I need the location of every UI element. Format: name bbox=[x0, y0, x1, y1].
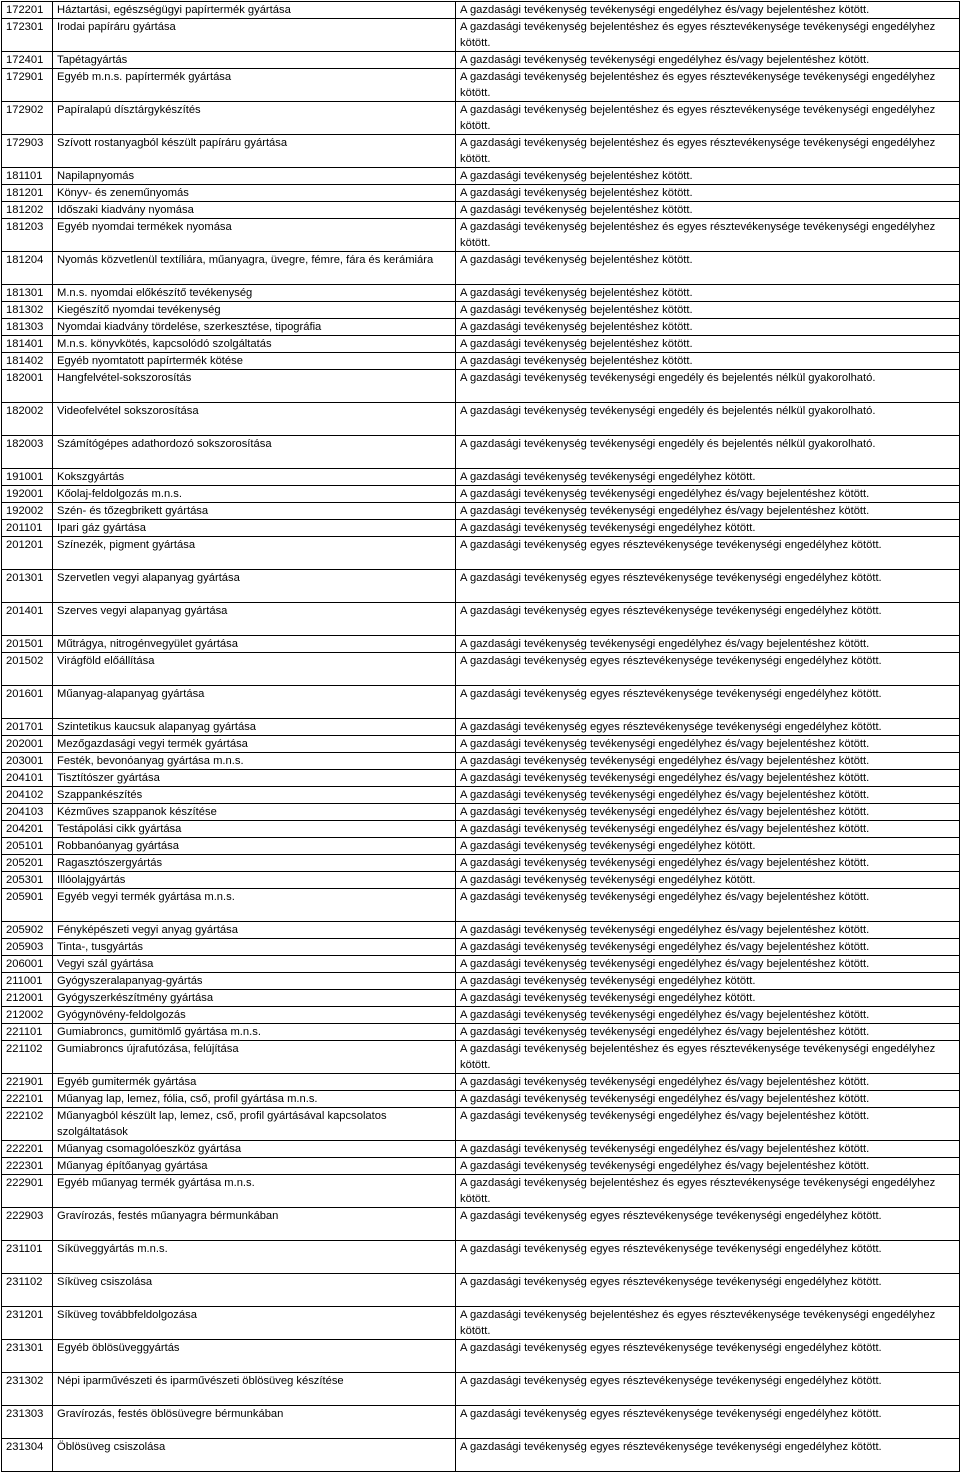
activity-name-cell: Háztartási, egészségügyi papírtermék gyártása bbox=[53, 2, 456, 19]
table-row bbox=[2, 285, 960, 302]
activity-name-cell: Tisztítószer gyártása bbox=[53, 770, 456, 787]
permit-requirement-cell: A gazdasági tevékenység tevékenységi engedélyhez és/vagy bejelentéshez kötött. bbox=[456, 1091, 960, 1108]
activity-code-cell: 222102 bbox=[2, 1108, 53, 1141]
table-row bbox=[2, 486, 960, 503]
activity-code-cell: 201501 bbox=[2, 636, 53, 653]
activity-name-cell: Műtrágya, nitrogénvegyület gyártása bbox=[53, 636, 456, 653]
permit-requirement-cell: A gazdasági tevékenység tevékenységi engedélyhez és/vagy bejelentéshez kötött. bbox=[456, 1108, 960, 1141]
activity-code-cell: 181302 bbox=[2, 302, 53, 319]
table-row bbox=[2, 770, 960, 787]
activity-name-cell: Szervetlen vegyi alapanyag gyártása bbox=[53, 570, 456, 603]
table-row bbox=[2, 1007, 960, 1024]
table-row bbox=[2, 1340, 960, 1373]
activity-name-cell: Robbanóanyag gyártása bbox=[53, 838, 456, 855]
activity-name-cell: Szerves vegyi alapanyag gyártása bbox=[53, 603, 456, 636]
permit-requirement-cell: A gazdasági tevékenység bejelentéshez kötött. bbox=[456, 185, 960, 202]
activity-name-cell: Időszaki kiadvány nyomása bbox=[53, 202, 456, 219]
activity-name-cell: Öblösüveg csiszolása bbox=[53, 1439, 456, 1472]
activity-code-cell: 222201 bbox=[2, 1141, 53, 1158]
activity-code-cell: 181201 bbox=[2, 185, 53, 202]
activity-code-cell: 231302 bbox=[2, 1373, 53, 1406]
activity-name-cell: Papíralapú dísztárgykészítés bbox=[53, 102, 456, 135]
permit-requirement-cell: A gazdasági tevékenység tevékenységi engedélyhez és/vagy bejelentéshez kötött. bbox=[456, 804, 960, 821]
activity-code-cell: 221102 bbox=[2, 1041, 53, 1074]
permit-requirement-cell: A gazdasági tevékenység bejelentéshez és egyes résztevékenysége tevékenységi engedélyhez kötött. bbox=[456, 1175, 960, 1208]
table-row bbox=[2, 370, 960, 403]
table-row bbox=[2, 1307, 960, 1340]
permit-requirement-cell: A gazdasági tevékenység tevékenységi engedélyhez kötött. bbox=[456, 872, 960, 889]
activity-code-cell: 181204 bbox=[2, 252, 53, 285]
permit-requirement-cell: A gazdasági tevékenység bejelentéshez és egyes résztevékenysége tevékenységi engedélyhez kötött. bbox=[456, 1307, 960, 1340]
activity-code-cell: 172401 bbox=[2, 52, 53, 69]
activity-code-cell: 205903 bbox=[2, 939, 53, 956]
activity-code-cell: 204103 bbox=[2, 804, 53, 821]
activity-name-cell: Műanyag lap, lemez, fólia, cső, profil gyártása m.n.s. bbox=[53, 1091, 456, 1108]
activity-code-cell: 181203 bbox=[2, 219, 53, 252]
activity-code-cell: 181202 bbox=[2, 202, 53, 219]
permit-requirement-cell: A gazdasági tevékenység bejelentéshez kötött. bbox=[456, 285, 960, 302]
activity-name-cell: Irodai papíráru gyártása bbox=[53, 19, 456, 52]
table-row bbox=[2, 653, 960, 686]
table-row bbox=[2, 52, 960, 69]
permit-requirement-cell: A gazdasági tevékenység tevékenységi engedélyhez kötött. bbox=[456, 469, 960, 486]
activity-name-cell: Illóolajgyártás bbox=[53, 872, 456, 889]
activity-name-cell: Nyomás közvetlenül textíliára, műanyagra, üvegre, fémre, fára és kerámiára bbox=[53, 252, 456, 285]
activity-code-cell: 181402 bbox=[2, 353, 53, 370]
table-row bbox=[2, 736, 960, 753]
permit-requirement-cell: A gazdasági tevékenység tevékenységi engedély és bejelentés nélkül gyakorolható. bbox=[456, 370, 960, 403]
table-row bbox=[2, 1373, 960, 1406]
table-row bbox=[2, 1274, 960, 1307]
table-row bbox=[2, 2, 960, 19]
table-row bbox=[2, 636, 960, 653]
activity-name-cell: Gyógyszeralapanyag-gyártás bbox=[53, 973, 456, 990]
permit-requirement-cell: A gazdasági tevékenység tevékenységi engedélyhez és/vagy bejelentéshez kötött. bbox=[456, 1074, 960, 1091]
permit-requirement-cell: A gazdasági tevékenység egyes résztevékenysége tevékenységi engedélyhez kötött. bbox=[456, 537, 960, 570]
permit-requirement-cell: A gazdasági tevékenység tevékenységi engedélyhez és/vagy bejelentéshez kötött. bbox=[456, 753, 960, 770]
permit-requirement-cell: A gazdasági tevékenység bejelentéshez és egyes résztevékenysége tevékenységi engedélyhez kötött. bbox=[456, 102, 960, 135]
permit-requirement-cell: A gazdasági tevékenység bejelentéshez kötött. bbox=[456, 252, 960, 285]
permit-requirement-cell: A gazdasági tevékenység egyes résztevékenysége tevékenységi engedélyhez kötött. bbox=[456, 1373, 960, 1406]
permit-requirement-cell: A gazdasági tevékenység tevékenységi engedélyhez és/vagy bejelentéshez kötött. bbox=[456, 503, 960, 520]
table-row bbox=[2, 1175, 960, 1208]
activity-name-cell: Testápolási cikk gyártása bbox=[53, 821, 456, 838]
activity-name-cell: Népi iparművészeti és iparművészeti öblösüveg készítése bbox=[53, 1373, 456, 1406]
activity-code-cell: 201401 bbox=[2, 603, 53, 636]
activity-code-cell: 221101 bbox=[2, 1024, 53, 1041]
activity-table-body bbox=[2, 2, 960, 1472]
permit-requirement-cell: A gazdasági tevékenység tevékenységi engedélyhez és/vagy bejelentéshez kötött. bbox=[456, 1158, 960, 1175]
activity-name-cell: Síküveg továbbfeldolgozása bbox=[53, 1307, 456, 1340]
permit-requirement-cell: A gazdasági tevékenység tevékenységi engedélyhez és/vagy bejelentéshez kötött. bbox=[456, 1007, 960, 1024]
table-row bbox=[2, 1439, 960, 1472]
activity-name-cell: Síküveg csiszolása bbox=[53, 1274, 456, 1307]
activity-name-cell: Egyéb nyomtatott papírtermék kötése bbox=[53, 353, 456, 370]
activity-name-cell: Szén- és tőzegbrikett gyártása bbox=[53, 503, 456, 520]
table-row bbox=[2, 135, 960, 168]
table-row bbox=[2, 69, 960, 102]
activity-code-cell: 231102 bbox=[2, 1274, 53, 1307]
permit-requirement-cell: A gazdasági tevékenység tevékenységi engedélyhez kötött. bbox=[456, 838, 960, 855]
permit-requirement-cell: A gazdasági tevékenység tevékenységi engedély és bejelentés nélkül gyakorolható. bbox=[456, 436, 960, 469]
activity-code-cell: 205301 bbox=[2, 872, 53, 889]
activity-code-cell: 172902 bbox=[2, 102, 53, 135]
permit-requirement-cell: A gazdasági tevékenység tevékenységi engedélyhez és/vagy bejelentéshez kötött. bbox=[456, 2, 960, 19]
table-row bbox=[2, 1158, 960, 1175]
permit-requirement-cell: A gazdasági tevékenység egyes résztevékenysége tevékenységi engedélyhez kötött. bbox=[456, 1241, 960, 1274]
activity-name-cell: Kézműves szappanok készítése bbox=[53, 804, 456, 821]
permit-requirement-cell: A gazdasági tevékenység tevékenységi engedélyhez és/vagy bejelentéshez kötött. bbox=[456, 1141, 960, 1158]
activity-name-cell: Mezőgazdasági vegyi termék gyártása bbox=[53, 736, 456, 753]
activity-name-cell: Tapétagyártás bbox=[53, 52, 456, 69]
permit-requirement-cell: A gazdasági tevékenység egyes résztevékenysége tevékenységi engedélyhez kötött. bbox=[456, 1439, 960, 1472]
activity-code-cell: 204201 bbox=[2, 821, 53, 838]
activity-code-cell: 205902 bbox=[2, 922, 53, 939]
permit-requirement-cell: A gazdasági tevékenység tevékenységi engedélyhez és/vagy bejelentéshez kötött. bbox=[456, 956, 960, 973]
table-row bbox=[2, 889, 960, 922]
permit-requirement-cell: A gazdasági tevékenység egyes résztevékenysége tevékenységi engedélyhez kötött. bbox=[456, 653, 960, 686]
activity-name-cell: Egyéb vegyi termék gyártása m.n.s. bbox=[53, 889, 456, 922]
activity-code-cell: 182001 bbox=[2, 370, 53, 403]
activity-name-cell: Kiegészítő nyomdai tevékenység bbox=[53, 302, 456, 319]
permit-requirement-cell: A gazdasági tevékenység tevékenységi engedélyhez és/vagy bejelentéshez kötött. bbox=[456, 52, 960, 69]
permit-requirement-cell: A gazdasági tevékenység egyes résztevékenysége tevékenységi engedélyhez kötött. bbox=[456, 686, 960, 719]
table-row bbox=[2, 1091, 960, 1108]
activity-code-cell: 201701 bbox=[2, 719, 53, 736]
activity-code-cell: 222101 bbox=[2, 1091, 53, 1108]
activity-name-cell: Egyéb gumitermék gyártása bbox=[53, 1074, 456, 1091]
table-row bbox=[2, 252, 960, 285]
activity-code-cell: 192002 bbox=[2, 503, 53, 520]
table-row bbox=[2, 939, 960, 956]
table-row bbox=[2, 1024, 960, 1041]
permit-requirement-cell: A gazdasági tevékenység bejelentéshez kötött. bbox=[456, 168, 960, 185]
activity-table-sheet bbox=[1, 1, 959, 1453]
permit-requirement-cell: A gazdasági tevékenység bejelentéshez és egyes résztevékenysége tevékenységi engedélyhez kötött. bbox=[456, 1041, 960, 1074]
activity-code-cell: 204102 bbox=[2, 787, 53, 804]
activity-code-cell: 231101 bbox=[2, 1241, 53, 1274]
activity-name-cell: Műanyag csomagolóeszköz gyártása bbox=[53, 1141, 456, 1158]
table-row bbox=[2, 185, 960, 202]
activity-code-cell: 191001 bbox=[2, 469, 53, 486]
activity-code-cell: 212002 bbox=[2, 1007, 53, 1024]
permit-requirement-cell: A gazdasági tevékenység egyes résztevékenysége tevékenységi engedélyhez kötött. bbox=[456, 1406, 960, 1439]
table-row bbox=[2, 537, 960, 570]
table-row bbox=[2, 1074, 960, 1091]
permit-requirement-cell: A gazdasági tevékenység bejelentéshez és egyes résztevékenysége tevékenységi engedélyhez kötött. bbox=[456, 135, 960, 168]
permit-requirement-cell: A gazdasági tevékenység tevékenységi engedélyhez és/vagy bejelentéshez kötött. bbox=[456, 787, 960, 804]
activity-code-cell: 221901 bbox=[2, 1074, 53, 1091]
table-row bbox=[2, 1406, 960, 1439]
table-row bbox=[2, 1141, 960, 1158]
permit-requirement-cell: A gazdasági tevékenység tevékenységi engedélyhez és/vagy bejelentéshez kötött. bbox=[456, 855, 960, 872]
activity-name-cell: Műanyag építőanyag gyártása bbox=[53, 1158, 456, 1175]
activity-code-cell: 181301 bbox=[2, 285, 53, 302]
activity-code-cell: 211001 bbox=[2, 973, 53, 990]
permit-requirement-cell: A gazdasági tevékenység tevékenységi engedélyhez és/vagy bejelentéshez kötött. bbox=[456, 486, 960, 503]
table-row bbox=[2, 753, 960, 770]
table-row bbox=[2, 403, 960, 436]
table-row bbox=[2, 990, 960, 1007]
permit-requirement-cell: A gazdasági tevékenység bejelentéshez és egyes résztevékenysége tevékenységi engedélyhez kötött. bbox=[456, 219, 960, 252]
permit-requirement-cell: A gazdasági tevékenység egyes résztevékenysége tevékenységi engedélyhez kötött. bbox=[456, 1340, 960, 1373]
table-row bbox=[2, 1241, 960, 1274]
table-row bbox=[2, 855, 960, 872]
permit-requirement-cell: A gazdasági tevékenység tevékenységi engedélyhez és/vagy bejelentéshez kötött. bbox=[456, 889, 960, 922]
permit-requirement-cell: A gazdasági tevékenység bejelentéshez kötött. bbox=[456, 336, 960, 353]
activity-code-cell: 201601 bbox=[2, 686, 53, 719]
table-row bbox=[2, 302, 960, 319]
permit-requirement-cell: A gazdasági tevékenység tevékenységi engedélyhez és/vagy bejelentéshez kötött. bbox=[456, 939, 960, 956]
activity-code-cell: 181401 bbox=[2, 336, 53, 353]
permit-requirement-cell: A gazdasági tevékenység bejelentéshez kötött. bbox=[456, 353, 960, 370]
activity-name-cell: Gumiabroncs, gumitömlő gyártása m.n.s. bbox=[53, 1024, 456, 1041]
activity-code-cell: 212001 bbox=[2, 990, 53, 1007]
activity-name-cell: Egyéb m.n.s. papírtermék gyártása bbox=[53, 69, 456, 102]
permit-requirement-cell: A gazdasági tevékenység tevékenységi engedélyhez és/vagy bejelentéshez kötött. bbox=[456, 821, 960, 838]
activity-code-cell: 205201 bbox=[2, 855, 53, 872]
activity-code-cell: 205901 bbox=[2, 889, 53, 922]
activity-code-cell: 182002 bbox=[2, 403, 53, 436]
activity-name-cell: Festék, bevonóanyag gyártása m.n.s. bbox=[53, 753, 456, 770]
permit-requirement-cell: A gazdasági tevékenység tevékenységi engedélyhez kötött. bbox=[456, 990, 960, 1007]
activity-name-cell: Egyéb nyomdai termékek nyomása bbox=[53, 219, 456, 252]
activity-code-cell: 172201 bbox=[2, 2, 53, 19]
activity-name-cell: Gyógynövény-feldolgozás bbox=[53, 1007, 456, 1024]
permit-requirement-cell: A gazdasági tevékenység egyes résztevékenysége tevékenységi engedélyhez kötött. bbox=[456, 570, 960, 603]
activity-name-cell: Egyéb műanyag termék gyártása m.n.s. bbox=[53, 1175, 456, 1208]
activity-name-cell: Fényképészeti vegyi anyag gyártása bbox=[53, 922, 456, 939]
table-row bbox=[2, 973, 960, 990]
activity-code-cell: 181101 bbox=[2, 168, 53, 185]
permit-requirement-cell: A gazdasági tevékenység bejelentéshez kötött. bbox=[456, 302, 960, 319]
table-row bbox=[2, 570, 960, 603]
permit-requirement-cell: A gazdasági tevékenység egyes résztevékenysége tevékenységi engedélyhez kötött. bbox=[456, 719, 960, 736]
activity-name-cell: Egyéb öblösüveggyártás bbox=[53, 1340, 456, 1373]
activity-code-cell: 201201 bbox=[2, 537, 53, 570]
permit-requirement-cell: A gazdasági tevékenység egyes résztevékenysége tevékenységi engedélyhez kötött. bbox=[456, 1274, 960, 1307]
permit-requirement-cell: A gazdasági tevékenység egyes résztevékenysége tevékenységi engedélyhez kötött. bbox=[456, 1208, 960, 1241]
permit-requirement-cell: A gazdasági tevékenység tevékenységi engedélyhez és/vagy bejelentéshez kötött. bbox=[456, 636, 960, 653]
permit-requirement-cell: A gazdasági tevékenység egyes résztevékenysége tevékenységi engedélyhez kötött. bbox=[456, 603, 960, 636]
activity-name-cell: Gravírozás, festés műanyagra bérmunkában bbox=[53, 1208, 456, 1241]
activity-name-cell: Műanyagból készült lap, lemez, cső, profil gyártásával kapcsolatos szolgáltatások bbox=[53, 1108, 456, 1141]
activity-name-cell: Szintetikus kaucsuk alapanyag gyártása bbox=[53, 719, 456, 736]
activity-code-cell: 192001 bbox=[2, 486, 53, 503]
activity-name-cell: Szappankészítés bbox=[53, 787, 456, 804]
table-row bbox=[2, 102, 960, 135]
table-row bbox=[2, 319, 960, 336]
permit-requirement-cell: A gazdasági tevékenység tevékenységi engedély és bejelentés nélkül gyakorolható. bbox=[456, 403, 960, 436]
activity-name-cell: Gravírozás, festés öblösüvegre bérmunkában bbox=[53, 1406, 456, 1439]
table-row bbox=[2, 787, 960, 804]
activity-name-cell: Videofelvétel sokszorosítása bbox=[53, 403, 456, 436]
permit-requirement-cell: A gazdasági tevékenység tevékenységi engedélyhez és/vagy bejelentéshez kötött. bbox=[456, 922, 960, 939]
activity-name-cell: M.n.s. nyomdai előkészítő tevékenység bbox=[53, 285, 456, 302]
activity-code-cell: 205101 bbox=[2, 838, 53, 855]
permit-requirement-cell: A gazdasági tevékenység bejelentéshez kötött. bbox=[456, 319, 960, 336]
activity-code-cell: 172301 bbox=[2, 19, 53, 52]
table-row bbox=[2, 838, 960, 855]
table-row bbox=[2, 821, 960, 838]
table-row bbox=[2, 719, 960, 736]
activity-code-cell: 206001 bbox=[2, 956, 53, 973]
activity-table bbox=[1, 1, 960, 1472]
permit-requirement-cell: A gazdasági tevékenység tevékenységi engedélyhez és/vagy bejelentéshez kötött. bbox=[456, 1024, 960, 1041]
table-row bbox=[2, 603, 960, 636]
activity-name-cell: Kőolaj-feldolgozás m.n.s. bbox=[53, 486, 456, 503]
table-row bbox=[2, 1208, 960, 1241]
table-row bbox=[2, 520, 960, 537]
activity-name-cell: Síküveggyártás m.n.s. bbox=[53, 1241, 456, 1274]
table-row bbox=[2, 219, 960, 252]
activity-name-cell: Kokszgyártás bbox=[53, 469, 456, 486]
activity-code-cell: 222903 bbox=[2, 1208, 53, 1241]
activity-name-cell: Gyógyszerkészítmény gyártása bbox=[53, 990, 456, 1007]
activity-name-cell: Vegyi szál gyártása bbox=[53, 956, 456, 973]
activity-code-cell: 202001 bbox=[2, 736, 53, 753]
activity-code-cell: 203001 bbox=[2, 753, 53, 770]
table-row bbox=[2, 202, 960, 219]
activity-name-cell: Számítógépes adathordozó sokszorosítása bbox=[53, 436, 456, 469]
permit-requirement-cell: A gazdasági tevékenység tevékenységi engedélyhez kötött. bbox=[456, 973, 960, 990]
table-row bbox=[2, 1108, 960, 1141]
activity-code-cell: 222301 bbox=[2, 1158, 53, 1175]
activity-name-cell: Ipari gáz gyártása bbox=[53, 520, 456, 537]
activity-name-cell: M.n.s. könyvkötés, kapcsolódó szolgáltatás bbox=[53, 336, 456, 353]
activity-code-cell: 231304 bbox=[2, 1439, 53, 1472]
activity-code-cell: 231301 bbox=[2, 1340, 53, 1373]
activity-name-cell: Hangfelvétel-sokszorosítás bbox=[53, 370, 456, 403]
activity-name-cell: Gumiabroncs újrafutózása, felújítása bbox=[53, 1041, 456, 1074]
permit-requirement-cell: A gazdasági tevékenység bejelentéshez és egyes résztevékenysége tevékenységi engedélyhez kötött. bbox=[456, 19, 960, 52]
activity-code-cell: 231201 bbox=[2, 1307, 53, 1340]
permit-requirement-cell: A gazdasági tevékenység tevékenységi engedélyhez és/vagy bejelentéshez kötött. bbox=[456, 736, 960, 753]
table-row bbox=[2, 1041, 960, 1074]
table-row bbox=[2, 503, 960, 520]
activity-code-cell: 201301 bbox=[2, 570, 53, 603]
activity-code-cell: 204101 bbox=[2, 770, 53, 787]
table-row bbox=[2, 436, 960, 469]
permit-requirement-cell: A gazdasági tevékenység bejelentéshez kötött. bbox=[456, 202, 960, 219]
activity-code-cell: 182003 bbox=[2, 436, 53, 469]
table-row bbox=[2, 922, 960, 939]
activity-name-cell: Nyomdai kiadvány tördelése, szerkesztése, tipográfia bbox=[53, 319, 456, 336]
activity-name-cell: Könyv- és zeneműnyomás bbox=[53, 185, 456, 202]
activity-name-cell: Szívott rostanyagból készült papíráru gyártása bbox=[53, 135, 456, 168]
table-row bbox=[2, 956, 960, 973]
activity-code-cell: 201101 bbox=[2, 520, 53, 537]
activity-code-cell: 222901 bbox=[2, 1175, 53, 1208]
table-row bbox=[2, 469, 960, 486]
activity-name-cell: Ragasztószergyártás bbox=[53, 855, 456, 872]
activity-name-cell: Színezék, pigment gyártása bbox=[53, 537, 456, 570]
activity-code-cell: 172903 bbox=[2, 135, 53, 168]
activity-code-cell: 231303 bbox=[2, 1406, 53, 1439]
table-row bbox=[2, 804, 960, 821]
table-row bbox=[2, 168, 960, 185]
table-row bbox=[2, 686, 960, 719]
table-row bbox=[2, 336, 960, 353]
activity-name-cell: Virágföld előállítása bbox=[53, 653, 456, 686]
table-row bbox=[2, 19, 960, 52]
permit-requirement-cell: A gazdasági tevékenység tevékenységi engedélyhez és/vagy bejelentéshez kötött. bbox=[456, 770, 960, 787]
table-row bbox=[2, 872, 960, 889]
activity-code-cell: 172901 bbox=[2, 69, 53, 102]
permit-requirement-cell: A gazdasági tevékenység bejelentéshez és egyes résztevékenysége tevékenységi engedélyhez kötött. bbox=[456, 69, 960, 102]
activity-code-cell: 201502 bbox=[2, 653, 53, 686]
activity-name-cell: Műanyag-alapanyag gyártása bbox=[53, 686, 456, 719]
table-row bbox=[2, 353, 960, 370]
activity-code-cell: 181303 bbox=[2, 319, 53, 336]
activity-name-cell: Napilapnyomás bbox=[53, 168, 456, 185]
activity-name-cell: Tinta-, tusgyártás bbox=[53, 939, 456, 956]
permit-requirement-cell: A gazdasági tevékenység tevékenységi engedélyhez kötött. bbox=[456, 520, 960, 537]
